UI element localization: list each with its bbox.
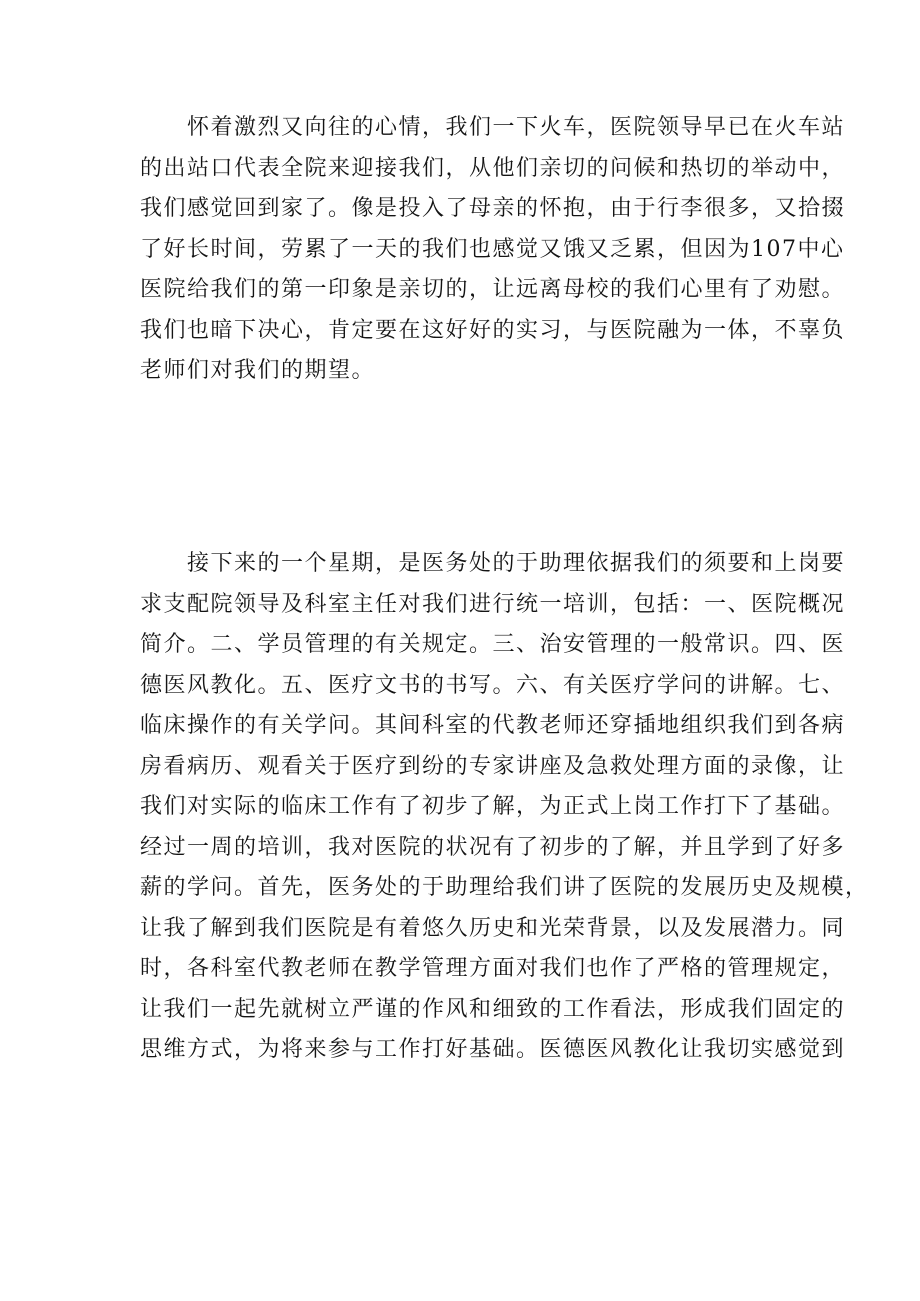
text-line: 让我了解到我们医院是有着悠久历史和光荣背景，以及发展潜力。同: [140, 915, 846, 941]
text-line: 医院给我们的第一印象是亲切的，让远离母校的我们心里有了劝慰。: [140, 277, 846, 302]
text-line: 了好长时间，劳累了一天的我们也感觉又饿又乏累，但因为107中心: [140, 236, 845, 262]
text-line: 求支配院领导及科室主任对我们进行统一培训，包括：一、医院概况: [140, 591, 846, 617]
text-line: 薪的学问。首先，医务处的于助理给我们讲了医院的发展历史及规模，: [140, 875, 869, 900]
text-line: 简介。二、学员管理的有关规定。三、治安管理的一般常识。四、医: [140, 632, 846, 657]
text-line: 我们感觉回到家了。像是投入了母亲的怀抱，由于行李很多，又拾掇: [140, 196, 846, 221]
text-line: 房看病历、观看关于医疗到纷的专家讲座及急救处理方面的录像，让: [140, 753, 846, 779]
text-line: 的出站口代表全院来迎接我们，从他们亲切的问候和热切的举动中，: [140, 155, 846, 181]
text-line: 时，各科室代教老师在教学管理方面对我们也作了严格的管理规定，: [140, 956, 846, 981]
text-line: 怀着激烈又向往的心情，我们一下火车，医院领导早已在火车站: [140, 115, 846, 140]
text-line: 接下来的一个星期，是医务处的于助理依据我们的须要和上岗要: [140, 551, 846, 576]
paragraph-arrival: [140, 108, 846, 392]
text-line: 临床操作的有关学问。其间科室的代教老师还穿插地组织我们到各病: [140, 713, 846, 738]
text-line: 德医风教化。五、医疗文书的书写。六、有关医疗学问的讲解。七、: [140, 672, 846, 698]
text-line: 老师们对我们的期望。: [140, 358, 376, 383]
text-line: 我们也暗下决心，肯定要在这好好的实习，与医院融为一体，不辜负: [140, 317, 846, 343]
text-line: 经过一周的培训，我对医院的状况有了初步的了解，并且学到了好多: [140, 834, 846, 860]
text-line: 让我们一起先就树立严谨的作风和细致的工作看法，形成我们固定的: [140, 996, 846, 1022]
text-line: 我们对实际的临床工作有了初步了解，为正式上岗工作打下了基础。: [140, 794, 846, 819]
text-line: 思维方式，为将来参与工作打好基础。医德医风教化让我切实感觉到: [140, 1037, 846, 1062]
paragraph-training: [140, 544, 869, 1071]
